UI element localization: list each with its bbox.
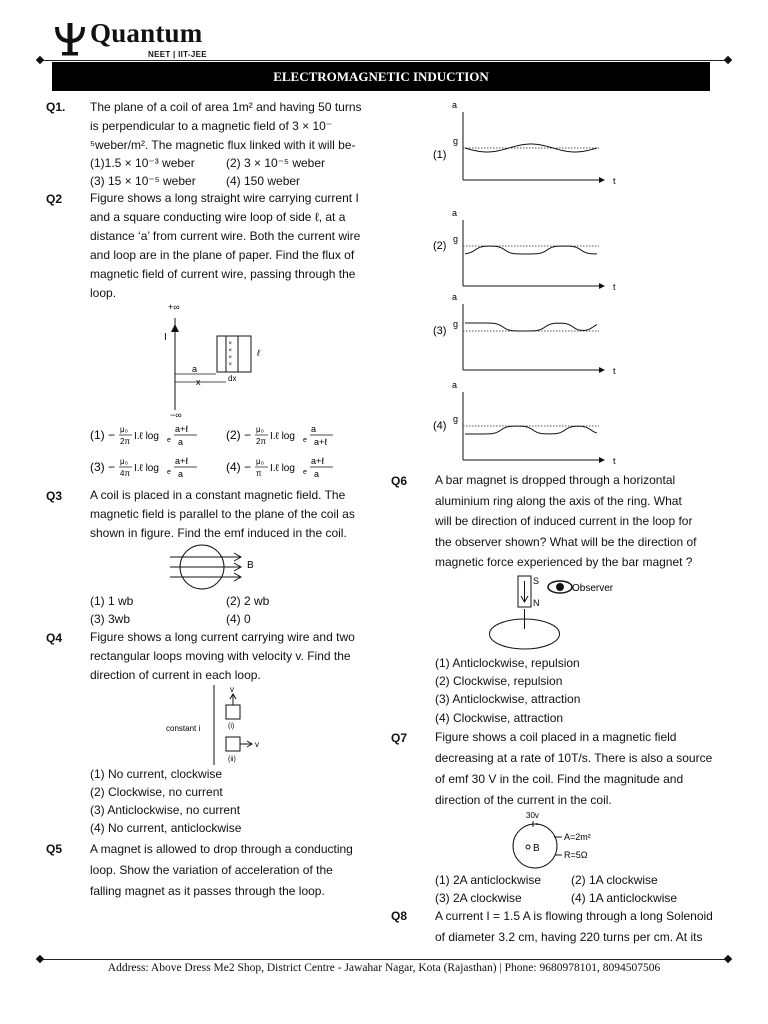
axis-label-a: a	[452, 100, 458, 110]
option: (3) 3wb	[90, 612, 131, 626]
coil-field-figure	[168, 543, 268, 593]
fraction-numerator: a+ℓ	[175, 456, 189, 466]
label-x: x	[196, 377, 201, 387]
label-north: N	[533, 598, 540, 608]
question-text	[90, 189, 380, 303]
svg-text:×: ×	[228, 341, 233, 347]
coil-circuit-figure	[505, 810, 615, 872]
option-label: (3) −	[90, 460, 116, 474]
text-line: decreasing at a rate of 10T/s. There is also a source	[435, 751, 713, 765]
label-b: B	[247, 560, 254, 571]
text-line: ⁵weber/m². The magnetic flux linked with it will be-	[90, 138, 356, 152]
label-g: g	[453, 136, 459, 146]
log-term: I.ℓ log	[134, 431, 159, 442]
option: (1) 1 wb	[90, 594, 134, 608]
text-line: direction of the current in the coil.	[435, 793, 612, 807]
question-text	[435, 470, 724, 573]
option: (4) 0	[226, 612, 251, 626]
magnet-ring-figure	[485, 573, 635, 655]
axis-label-a: a	[452, 208, 458, 218]
footer-rule	[40, 959, 728, 960]
brand-tagline: NEET | IIT-JEE	[148, 50, 207, 59]
option: (2) Clockwise, repulsion	[435, 674, 563, 688]
option-label: (1) −	[90, 428, 116, 442]
question-text	[435, 727, 724, 811]
label-south: S	[533, 576, 540, 586]
text-line: loop.	[90, 286, 117, 300]
text-line: Figure shows a long current carrying wire and two	[90, 630, 355, 644]
option: (1)1.5 × 10⁻³ weber	[90, 156, 195, 170]
option: (2) 1A clockwise	[571, 873, 658, 887]
log-base: e	[303, 469, 307, 476]
graph-option-label: (1)	[433, 149, 447, 161]
fraction-numerator: a+ℓ	[175, 424, 189, 434]
option-label: (2) −	[226, 428, 252, 442]
coefficient-denominator: 4π	[120, 469, 130, 478]
fraction-numerator: a+ℓ	[311, 456, 325, 466]
rule-end-left	[36, 56, 44, 64]
label-side: ℓ	[257, 348, 260, 358]
coefficient-numerator: μ₀	[120, 457, 128, 466]
quantum-logo-icon	[54, 22, 86, 56]
svg-text:×: ×	[228, 362, 233, 368]
text-line: falling magnet as it passes through the loop.	[90, 884, 325, 898]
label-current: I	[164, 332, 167, 343]
graph-option-label: (3)	[433, 325, 447, 337]
log-base: e	[167, 437, 171, 444]
wire-loop-figure	[150, 298, 270, 420]
text-line: direction of current in each loop.	[90, 668, 261, 682]
option: (4) Clockwise, attraction	[435, 711, 564, 725]
question-number: Q2	[46, 192, 63, 206]
log-base: e	[167, 469, 171, 476]
acceleration-graph	[433, 292, 616, 376]
svg-text:×: ×	[228, 348, 233, 354]
label-b: B	[533, 843, 540, 854]
question-text	[90, 486, 380, 543]
text-line: A magnet is allowed to drop through a conducting	[90, 842, 353, 856]
label-plus-infinity: +∞	[168, 302, 180, 312]
fraction-denominator: a	[178, 437, 184, 447]
chapter-title-bar	[52, 62, 710, 91]
question-number: Q6	[391, 474, 408, 488]
question-number: Q1.	[46, 100, 66, 114]
text-line: loop. Show the variation of acceleration of the	[90, 863, 333, 877]
axis-label-t: t	[613, 282, 616, 292]
fraction-denominator: a	[314, 469, 320, 479]
option: (1) 2A anticlockwise	[435, 873, 542, 887]
svg-text:×: ×	[228, 355, 233, 361]
log-term: I.ℓ log	[134, 463, 159, 474]
option: (3) Anticlockwise, no current	[90, 803, 241, 817]
label-dx: dx	[228, 374, 237, 383]
question-text	[90, 98, 380, 155]
option: (4) No current, anticlockwise	[90, 821, 242, 835]
log-term: I.ℓ log	[270, 463, 295, 474]
coefficient-numerator: μ₀	[256, 457, 264, 466]
axis-label-t: t	[613, 366, 616, 376]
option: (4) 1A anticlockwise	[571, 891, 678, 905]
text-line: will be direction of induced current in the loop for	[435, 514, 693, 528]
coefficient-numerator: μ₀	[120, 425, 128, 434]
moving-loops-figure	[160, 683, 270, 767]
rule-end-right	[724, 56, 732, 64]
text-line: and loop are in the plane of paper. Find the flux of	[90, 248, 355, 262]
question-number: Q3	[46, 489, 63, 503]
option: (3) 15 × 10⁻⁵ weber	[90, 174, 196, 188]
coefficient-denominator: 2π	[120, 437, 130, 446]
option: (2) 3 × 10⁻⁵ weber	[226, 156, 326, 170]
option: (3) 2A clockwise	[435, 891, 522, 905]
fraction-numerator: a	[311, 424, 317, 434]
label-velocity: v	[230, 685, 234, 694]
axis-label-t: t	[613, 456, 616, 466]
question-text	[90, 628, 380, 685]
text-line: of diameter 3.2 cm, having 220 turns per cm. At its	[435, 930, 703, 944]
text-line: A coil is placed in a constant magnetic field. The	[90, 488, 346, 502]
q2-options	[90, 423, 390, 488]
formula-option	[226, 456, 333, 479]
option: (1) No current, clockwise	[90, 767, 223, 781]
text-line: distance ‘a’ from current wire. Both the current wire	[90, 229, 361, 243]
label-resistance: R=5Ω	[564, 850, 588, 860]
question-number: Q8	[391, 909, 408, 923]
label-g: g	[453, 319, 459, 329]
coefficient-denominator: 2π	[256, 437, 266, 446]
label-emf: 30v	[526, 811, 539, 820]
text-line: of emf 30 V in the coil. Find the magnitude and	[435, 772, 684, 786]
option: (3) Anticlockwise, attraction	[435, 692, 581, 706]
text-line: rectangular loops moving with velocity v. Find the	[90, 649, 351, 663]
text-line: Figure shows a coil placed in a magnetic field	[435, 730, 677, 744]
text-line: A bar magnet is dropped through a horizontal	[435, 473, 676, 487]
option: (2) 2 wb	[226, 594, 270, 608]
formula-option	[226, 424, 333, 447]
text-line: magnetic force experienced by the bar magnet ?	[435, 555, 693, 569]
acceleration-graph	[433, 100, 616, 186]
text-line: aluminium ring along the axis of the ring. What	[435, 493, 682, 508]
label-distance-a: a	[192, 364, 198, 374]
label-constant-current: constant i	[166, 724, 201, 733]
coefficient-denominator: π	[256, 469, 262, 478]
label-g: g	[453, 414, 459, 424]
text-line: shown in figure. Find the emf induced in the coil.	[90, 526, 347, 540]
question-number: Q7	[391, 731, 408, 745]
label-area: A=2m²	[564, 832, 591, 842]
question-number: Q5	[46, 842, 63, 856]
text-line: is perpendicular to a magnetic field of 3 × 10⁻	[90, 119, 333, 133]
acceleration-graph	[433, 380, 616, 466]
text-line: A current I = 1.5 A is flowing through a long Solenoid	[435, 909, 713, 923]
header-rule	[40, 60, 728, 61]
label-observer: Observer	[572, 583, 614, 594]
fraction-denominator: a	[178, 469, 184, 479]
fraction-denominator: a+ℓ	[314, 437, 328, 447]
coefficient-numerator: μ₀	[256, 425, 264, 434]
text-line: magnetic field of current wire, passing through the	[90, 267, 356, 281]
acceleration-graphs	[425, 98, 625, 468]
chapter-title: ELECTROMAGNETIC INDUCTION	[273, 68, 489, 84]
text-line: The plane of a coil of area 1m² and having 50 turns	[90, 100, 362, 114]
option: (2) Clockwise, no current	[90, 785, 223, 799]
label-loop-i: (i)	[228, 723, 235, 730]
option: (4) 150 weber	[226, 174, 301, 188]
graph-option-label: (4)	[433, 420, 447, 432]
label-minus-infinity: −∞	[170, 410, 182, 420]
question-text	[435, 906, 735, 948]
axis-label-a: a	[452, 292, 458, 302]
option: (1) Anticlockwise, repulsion	[435, 656, 580, 670]
acceleration-graph	[433, 208, 616, 292]
formula-option	[90, 424, 197, 447]
text-line: and a square conducting wire loop of side ℓ, at a	[90, 210, 346, 224]
footer-address: Address: Above Dress Me2 Shop, District Centre - Jawahar Nagar, Kota (Rajasthan) | Phone: 9680978101, 8094507506	[107, 962, 661, 974]
log-term: I.ℓ log	[270, 431, 295, 442]
formula-options	[90, 423, 390, 483]
formula-option	[90, 456, 197, 479]
question-text	[90, 839, 380, 902]
label-g: g	[453, 234, 459, 244]
axis-label-a: a	[452, 380, 458, 390]
label-velocity: v	[255, 740, 259, 749]
label-loop-ii: (ii)	[228, 756, 236, 763]
brand-name: Quantum	[90, 18, 203, 48]
text-line: the observer shown? What will be the direction of	[435, 534, 697, 549]
log-base: e	[303, 437, 307, 444]
text-line: Figure shows a long straight wire carrying current I	[90, 191, 359, 205]
option-label: (4) −	[226, 460, 252, 474]
axis-label-t: t	[613, 176, 616, 186]
question-number: Q4	[46, 631, 63, 645]
graph-option-label: (2)	[433, 240, 447, 252]
text-line: magnetic field is parallel to the plane of the coil as	[90, 507, 355, 521]
